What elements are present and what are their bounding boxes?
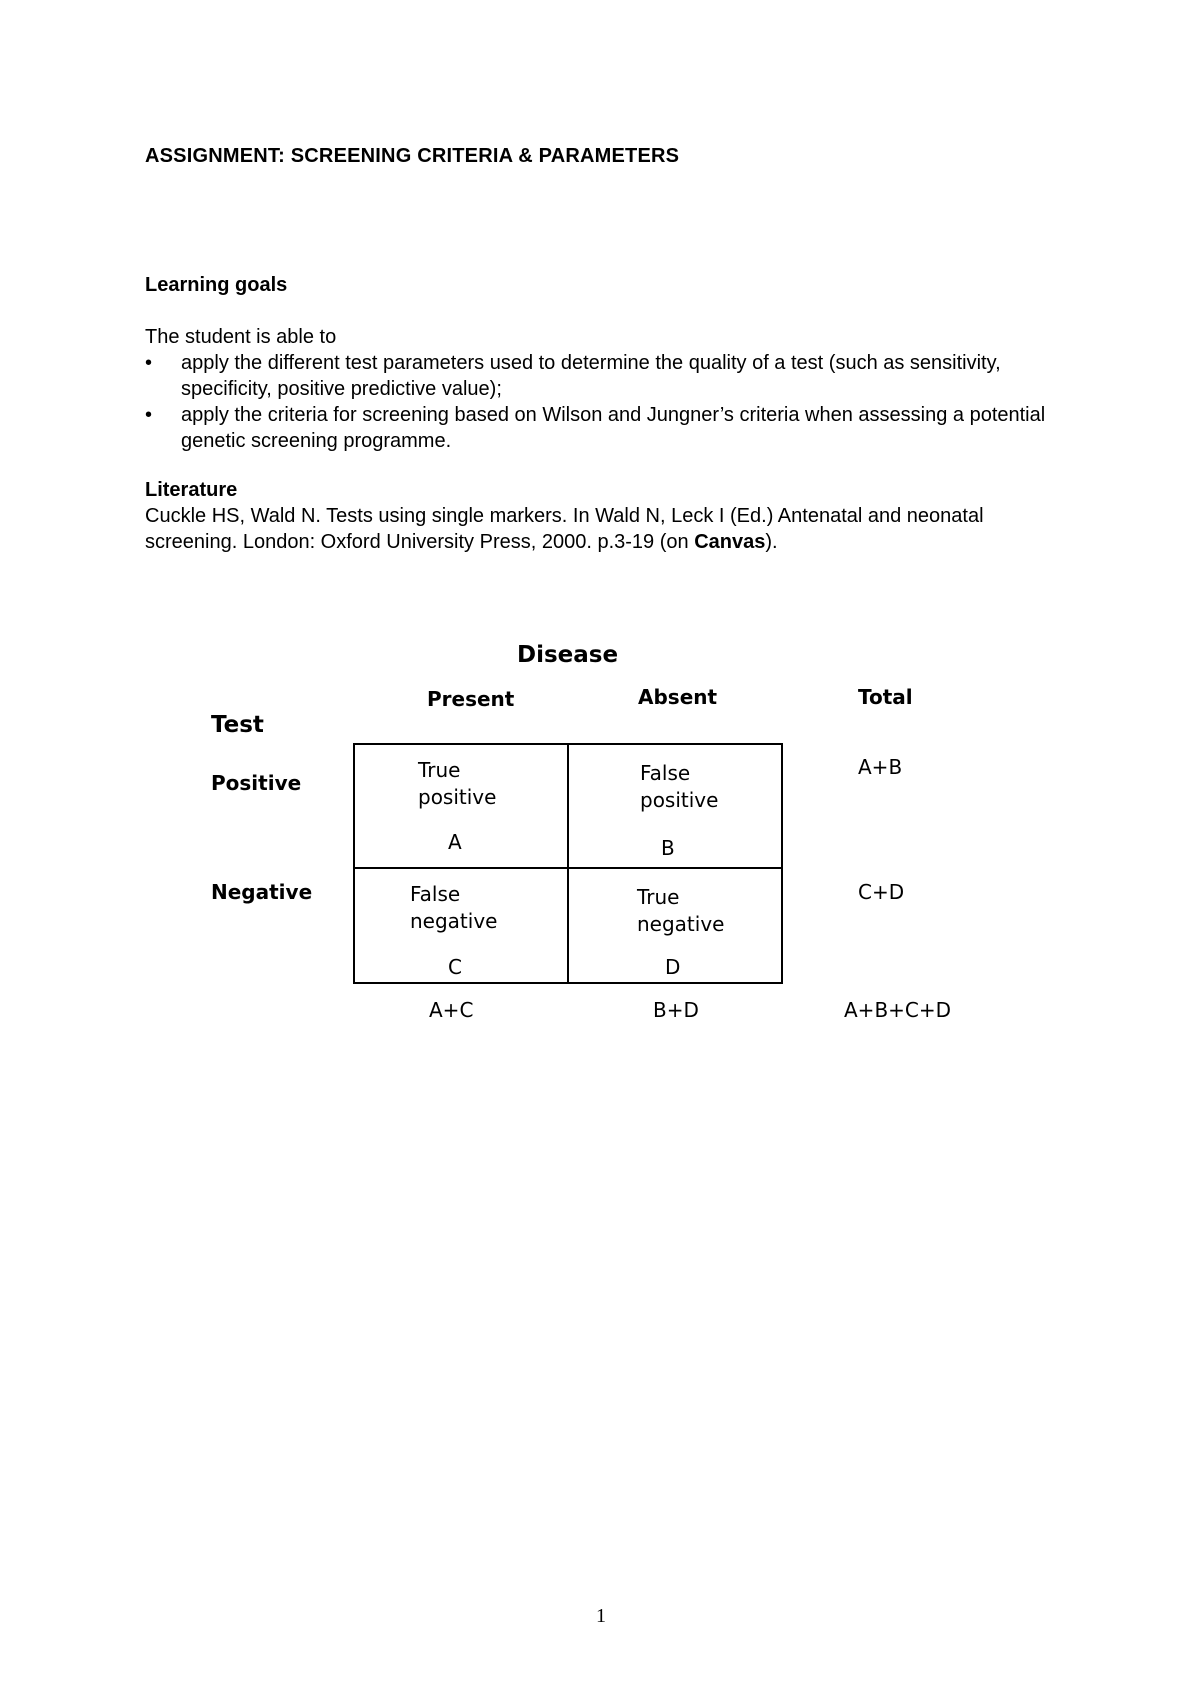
bullet-icon: • — [145, 404, 153, 426]
learning-goal-item — [145, 350, 1085, 402]
cell-letter-b: B — [661, 836, 675, 860]
cell-letter-c: C — [448, 955, 462, 979]
table-grid — [353, 743, 783, 984]
row-header-negative: Negative — [211, 880, 313, 904]
cell-label-line2: positive — [418, 785, 497, 809]
table-horizontal-divider — [353, 867, 783, 869]
learning-goal-text: apply the different test parameters used to determine the quality of a test (such as sensitivity, specificity, positive predictive value); — [181, 352, 1001, 400]
cell-label-line1: True — [637, 885, 680, 909]
cell-label-line1: False — [410, 882, 461, 906]
page-number: 1 — [596, 1605, 606, 1627]
learning-goal-item — [145, 402, 1085, 454]
page-title: ASSIGNMENT: SCREENING CRITERIA & PARAMETERS — [145, 145, 680, 167]
literature-reference-text: Cuckle HS, Wald N. Tests using single markers. In Wald N, Leck I (Ed.) Antenatal and neonatal screening. London: Oxford University Press, 2000. p.3-19 (on — [145, 505, 984, 553]
learning-goals-list — [145, 350, 1085, 454]
learning-goals-heading: Learning goals — [145, 274, 288, 296]
column-header-absent: Absent — [638, 685, 718, 709]
literature-reference-end: ). — [765, 531, 778, 553]
learning-goal-text: apply the criteria for screening based on Wilson and Jungner’s criteria when assessing a potential genetic screening programme. — [181, 404, 1046, 452]
learning-goals-intro: The student is able to — [145, 326, 337, 348]
row-total-positive: A+B — [858, 755, 903, 779]
table-vertical-divider — [567, 743, 569, 984]
cell-label-line1: True — [418, 758, 461, 782]
cell-label-line2: positive — [640, 788, 719, 812]
literature-reference — [145, 503, 1065, 555]
cell-false-negative — [410, 881, 497, 935]
column-total-present: A+C — [429, 998, 474, 1022]
bullet-icon: • — [145, 352, 153, 374]
cell-label-line1: False — [640, 761, 691, 785]
row-header-positive: Positive — [211, 771, 302, 795]
literature-heading: Literature — [145, 479, 238, 501]
column-total-absent: B+D — [653, 998, 699, 1022]
cell-label-line2: negative — [410, 909, 498, 933]
cell-true-positive — [418, 757, 496, 811]
cell-label-line2: negative — [637, 912, 725, 936]
column-header-present: Present — [427, 687, 515, 711]
cell-letter-d: D — [665, 955, 681, 979]
disease-label: Disease — [517, 642, 619, 668]
literature-emphasis: Canvas — [694, 531, 766, 553]
cell-letter-a: A — [448, 830, 462, 854]
row-total-negative: C+D — [858, 880, 905, 904]
test-label: Test — [211, 712, 264, 738]
cell-false-positive — [640, 760, 718, 814]
grand-total: A+B+C+D — [844, 998, 952, 1022]
cell-true-negative — [637, 884, 724, 938]
column-header-total: Total — [858, 685, 913, 709]
